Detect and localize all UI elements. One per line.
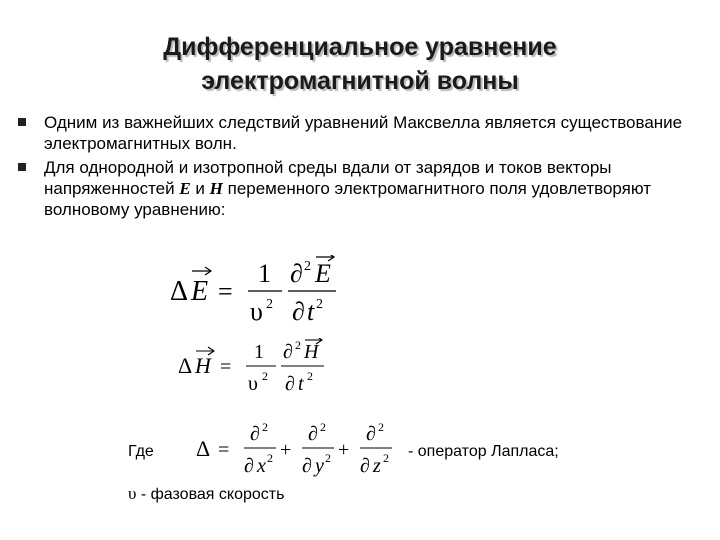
bullet-text-2-mid: и xyxy=(190,179,210,198)
y-variable: y xyxy=(315,455,324,477)
equals-sign: = xyxy=(218,439,230,461)
numerator-one: 1 xyxy=(258,259,271,288)
where-label: Где xyxy=(128,443,154,460)
numerator-one: 1 xyxy=(254,341,264,363)
laplace-delta-symbol: Δ xyxy=(170,276,189,307)
partial-symbol: ∂ xyxy=(290,259,303,288)
equals-sign: = xyxy=(218,277,233,306)
bullet-text-2-post: переменного электромагнитного поля удовлетворяют волновому уравнению: xyxy=(44,179,652,219)
t-variable: t xyxy=(298,373,304,395)
e-variable: E xyxy=(191,276,209,307)
upsilon-symbol: υ xyxy=(128,484,137,503)
partial-symbol: ∂ xyxy=(302,455,312,477)
exponent-2: 2 xyxy=(295,338,301,352)
wave-equation-h xyxy=(178,338,348,404)
vector-h-symbol: H xyxy=(209,179,223,198)
partial-symbol: ∂ xyxy=(250,423,260,445)
partial-symbol: ∂ xyxy=(360,455,370,477)
plus-sign: + xyxy=(280,439,292,461)
exponent-2: 2 xyxy=(316,297,323,312)
x-variable: x xyxy=(257,455,266,477)
upsilon-symbol: υ xyxy=(250,297,263,326)
slide-title xyxy=(0,30,720,98)
exponent-2: 2 xyxy=(267,451,273,465)
laplace-delta-symbol: Δ xyxy=(178,353,193,378)
wave-equation-e xyxy=(170,255,370,335)
laplace-note: - оператор Лапласа; xyxy=(408,443,559,460)
laplace-delta-symbol: Δ xyxy=(196,436,211,461)
exponent-2: 2 xyxy=(320,420,326,434)
partial-symbol: ∂ xyxy=(292,297,305,326)
z-variable: z xyxy=(373,455,381,477)
partial-symbol: ∂ xyxy=(366,423,376,445)
exponent-2: 2 xyxy=(325,451,331,465)
vector-arrow-icon xyxy=(192,267,211,275)
partial-symbol: ∂ xyxy=(308,423,318,445)
bullet-text-1: Одним из важнейших следствий уравнений Максвелла является существование электромагнитных волн. xyxy=(44,113,683,153)
t-variable: t xyxy=(307,297,315,326)
partial-symbol: ∂ xyxy=(283,341,293,363)
upsilon-symbol: υ xyxy=(248,373,258,395)
e-variable: E xyxy=(315,259,331,288)
exponent-2: 2 xyxy=(378,420,384,434)
square-bullet-icon xyxy=(18,163,26,171)
bullet-list xyxy=(18,112,708,223)
bullet-item-1 xyxy=(18,112,708,154)
equals-sign: = xyxy=(220,356,232,378)
partial-symbol: ∂ xyxy=(244,455,254,477)
bullet-text-2-pre: Для однородной и изотропной среды вдали от зарядов и токов векторы напряженностей xyxy=(44,158,612,198)
square-bullet-icon xyxy=(18,118,26,126)
bullet-item-2 xyxy=(18,157,708,220)
plus-sign: + xyxy=(338,439,350,461)
vector-e-symbol: E xyxy=(179,179,191,198)
partial-symbol: ∂ xyxy=(285,373,295,395)
h-variable: H xyxy=(304,341,319,363)
exponent-2: 2 xyxy=(383,451,389,465)
exponent-2: 2 xyxy=(262,420,268,434)
exponent-2: 2 xyxy=(266,297,273,312)
title-line-2: электромагнитной волны xyxy=(201,67,519,95)
title-line-1: Дифференциальное уравнение xyxy=(163,33,557,61)
phase-velocity-note xyxy=(128,484,284,504)
laplace-operator xyxy=(196,420,406,480)
phase-velocity-text: - фазовая скорость xyxy=(136,486,285,503)
h-variable: H xyxy=(195,353,211,378)
exponent-2: 2 xyxy=(307,369,313,383)
exponent-2: 2 xyxy=(262,369,268,383)
exponent-2: 2 xyxy=(304,259,311,274)
